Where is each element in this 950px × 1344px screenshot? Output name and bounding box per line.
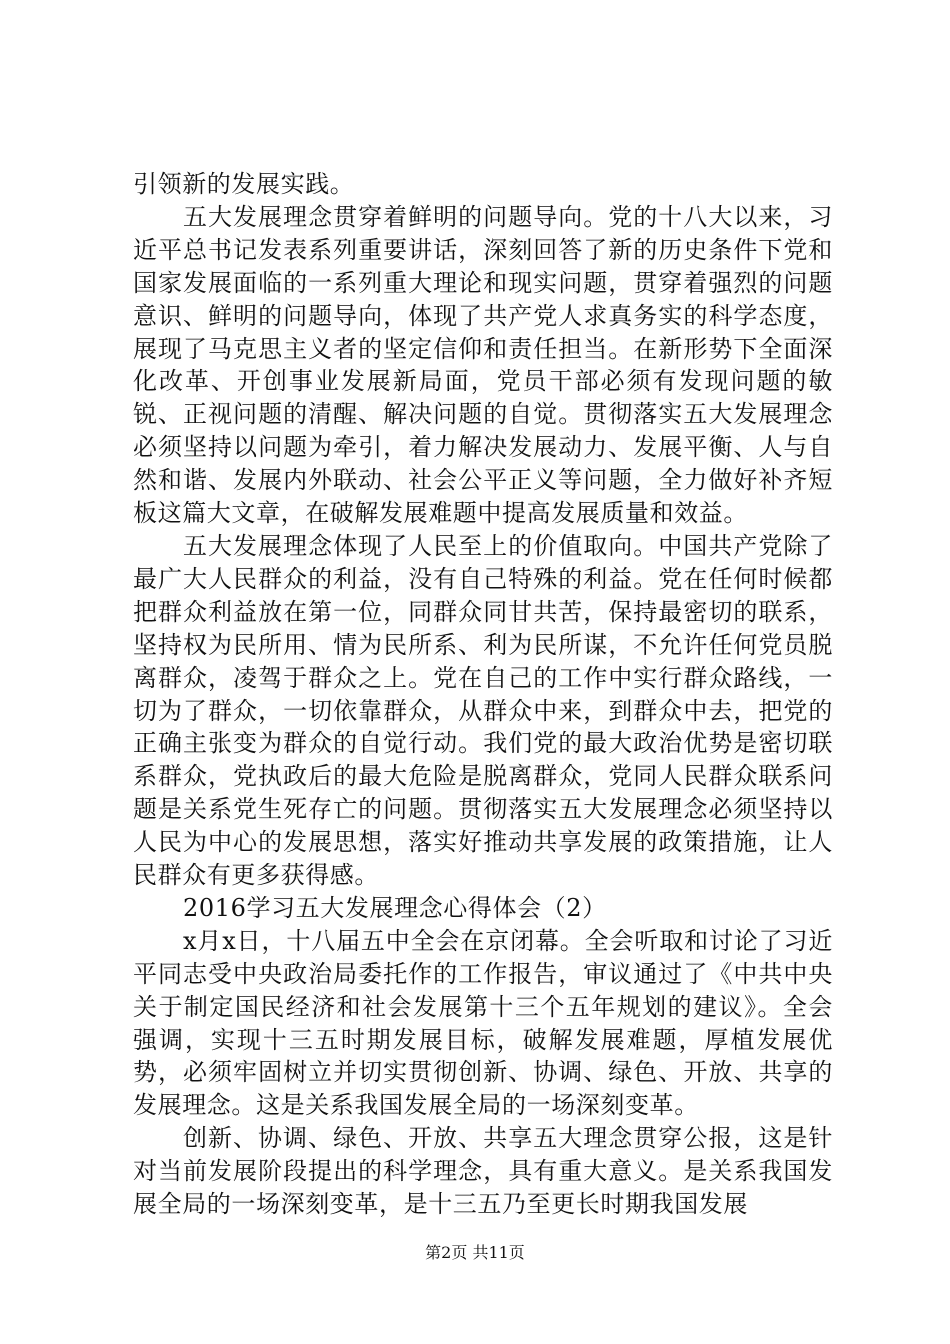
paragraph-people-first: 五大发展理念体现了人民至上的价值取向。中国共产党除了最广大人民群众的利益，没有自己特殊的利益。党在任何时候都把群众利益放在第一位，同群众同甘共苦，保持最密切的联系，坚持权为民所用、情为民所系、利为民所谋，不允许任何党员脱离群众，凌驾于群众之上。党在自己的工作中实行群众路线，一切为了群众，一切依靠群众，从群众中来，到群众中去，把党的正确主张变为群众的自觉行动。我们党的最大政治优势是密切联系群众，党执政后的最大危险是脱离群众，党同人民群众联系问题是关系党生死存亡的问题。贯彻落实五大发展理念必须坚持以人民为中心的发展思想，落实好推动共享发展的政策措施，让人民群众有更多获得感。: [133, 531, 833, 890]
paragraph-problem-orientation: 五大发展理念贯穿着鲜明的问题导向。党的十八大以来，习近平总书记发表系列重要讲话，深刻回答了新的历史条件下党和国家发展面临的一系列重大理论和现实问题，贯穿着强烈的问题意识、鲜明的问题导向，体现了共产党人求真务实的科学态度，展现了马克思主义者的坚定信仰和责任担当。在新形势下全面深化改革、开创事业发展新局面，党员干部必须有发现问题的敏锐、正视问题的清醒、解决问题的自觉。贯彻落实五大发展理念必须坚持以问题为牵引，着力解决发展动力、发展平衡、人与自然和谐、发展内外联动、社会公平正义等问题，全力做好补齐短板这篇大文章，在破解发展难题中提高发展质量和效益。: [133, 202, 833, 528]
paragraph-plenary-session: x月x日，十八届五中全会在京闭幕。全会听取和讨论了习近平同志受中央政治局委托作的工作报告，审议通过了《中共中央关于制定国民经济和社会发展第十三个五年规划的建议》。全会强调，实现十三五时期发展目标，破解发展难题，厚植发展优势，必须牢固树立并切实贯彻创新、协调、绿色、开放、共享的发展理念。这是关系我国发展全局的一场深刻变革。: [133, 926, 833, 1120]
page-number-footer: 第2页 共11页: [425, 1243, 525, 1262]
paragraph-five-concepts: 创新、协调、绿色、开放、共享五大理念贯穿公报，这是针对当前发展阶段提出的科学理念，具有重大意义。是关系我国发展全局的一场深刻变革，是十三五乃至更长时期我国发展: [133, 1124, 833, 1219]
document-body: [133, 168, 833, 1221]
paragraph-continuation: 引领新的发展实践。: [133, 170, 355, 198]
section-heading: 2016学习五大发展理念心得体会（2）: [183, 893, 607, 922]
